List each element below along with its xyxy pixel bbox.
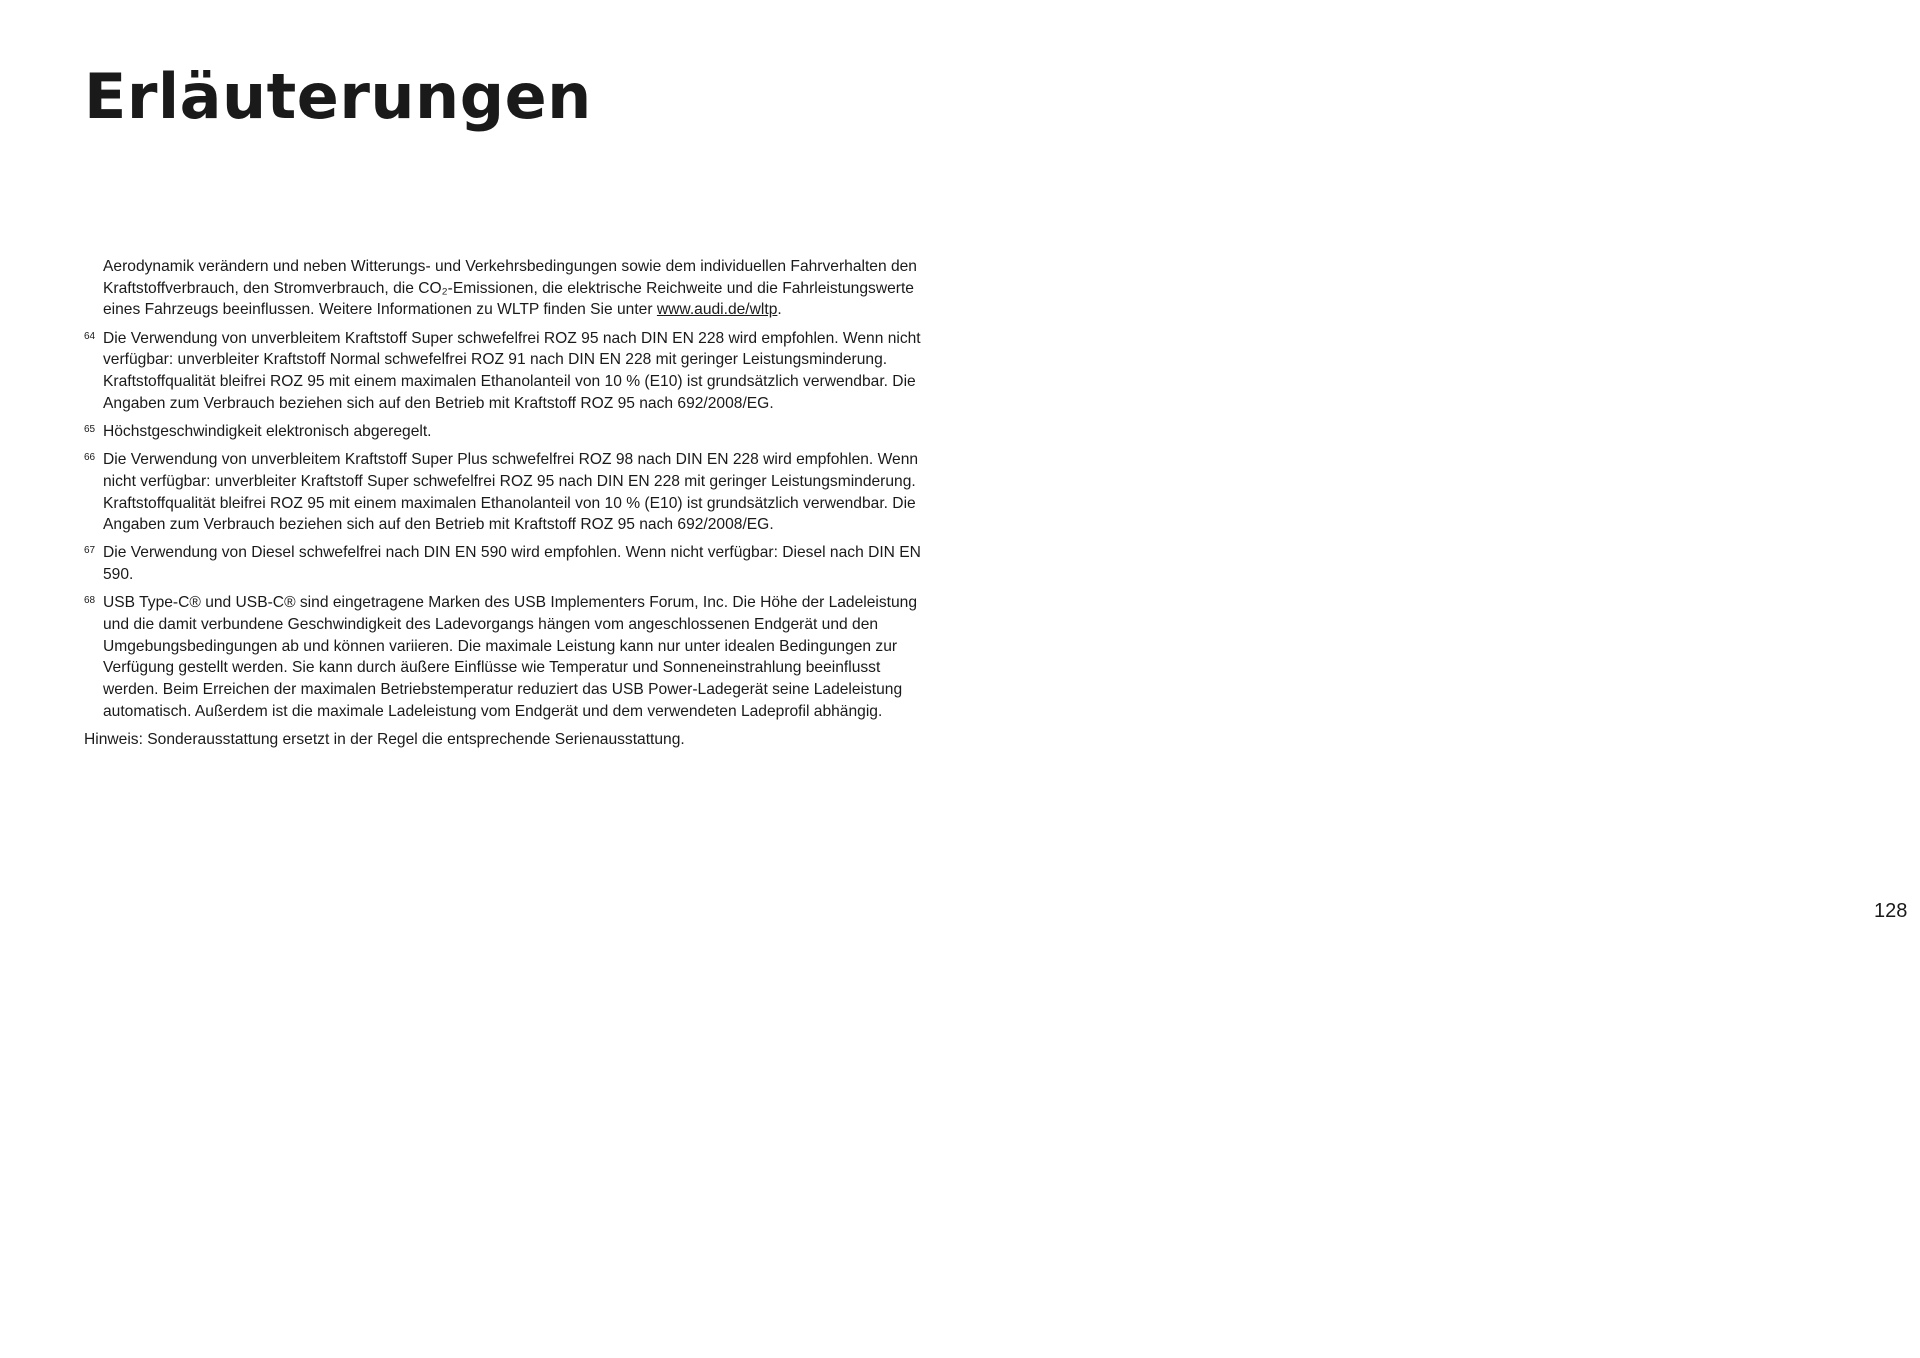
footnote-number: 66: [84, 452, 96, 464]
footnote-67: [84, 542, 934, 585]
footnote-number: 64: [84, 330, 96, 342]
footnote-text: Die Verwendung von unverbleitem Kraftstoff Super Plus schwefelfrei ROZ 98 nach DIN EN 228 wird empfohlen. Wenn nicht verfügbar: unverbleiter Kraftstoff Super schwefelfrei ROZ 95 nach DIN EN 228 mit geringer Leistungsminderung. Kraftstoffqualität bleifrei ROZ 95 mit einem maximalen Ethanolanteil von 10 % (E10) ist grundsätzlich verwendbar. Die Angaben zum Verbrauch beziehen sich auf den Betrieb mit Kraftstoff ROZ 95 nach 692/2008/EG.: [103, 451, 919, 534]
footnote-text: USB Type-C® und USB-C® sind eingetragene Marken des USB Implementers Forum, Inc. Die Höhe der Ladeleistung und die damit verbundene Geschwindigkeit des Ladevorgangs hängen vom angeschlossenen Endgerät und den Umgebungsbedingungen ab und können variieren. Die maximale Leistung kann nur unter idealen Bedingungen zur Verfügung gestellt werden. Sie kann durch äußere Einflüsse wie Temperatur und Sonneneinstrahlung beeinflusst werden. Beim Erreichen der maximalen Betriebstemperatur reduziert das USB Power-Ladegerät seine Ladeleistung automatisch. Außerdem ist die maximale Ladeleistung vom Endgerät und dem verwendeten Ladeprofil abhängig.: [103, 594, 918, 720]
footnote-text: Die Verwendung von unverbleitem Kraftstoff Super schwefelfrei ROZ 95 nach DIN EN 228 wird empfohlen. Wenn nicht verfügbar: unverbleiter Kraftstoff Normal schwefelfrei ROZ 91 nach DIN EN 228 mit geringer Leistungsminderung. Kraftstoffqualität bleifrei ROZ 95 mit einem maximalen Ethanolanteil von 10 % (E10) ist grundsätzlich verwendbar. Die Angaben zum Verbrauch beziehen sich auf den Betrieb mit Kraftstoff ROZ 95 nach 692/2008/EG.: [103, 329, 921, 412]
page-title: Erläuterungen: [84, 60, 592, 133]
footnote-text: Die Verwendung von Diesel schwefelfrei nach DIN EN 590 wird empfohlen. Wenn nicht verfügbar: Diesel nach DIN EN 590.: [103, 544, 921, 584]
footnote-64: [84, 328, 934, 415]
page-number: 128: [1874, 900, 1908, 922]
footnote-number: 65: [84, 423, 96, 435]
footnote-number: 68: [84, 595, 96, 607]
intro-period: .: [777, 301, 782, 319]
wltp-link[interactable]: www.audi.de/wltp: [656, 301, 778, 319]
intro-paragraph: [84, 256, 934, 321]
footnote-68: [84, 592, 934, 722]
footnote-text: Höchstgeschwindigkeit elektronisch abgeregelt.: [103, 422, 432, 440]
footnotes-section: [84, 256, 934, 757]
footnote-number: 67: [84, 545, 96, 557]
footnote-66: [84, 449, 934, 536]
footnote-65: [84, 421, 934, 443]
intro-text: Aerodynamik verändern und neben Witterungs- und Verkehrsbedingungen sowie dem individuellen Fahrverhalten den Kraftstoffverbrauch, den Stromverbrauch, die CO₂-Emissionen, die elektrische Reichweite und die Fahrleistungswerte eines Fahrzeugs beeinflussen. Weitere Informationen zu WLTP finden Sie unter: [103, 258, 917, 319]
hint-note: Hinweis: Sonderausstattung ersetzt in der Regel die entsprechende Serienausstattung.: [84, 731, 685, 749]
